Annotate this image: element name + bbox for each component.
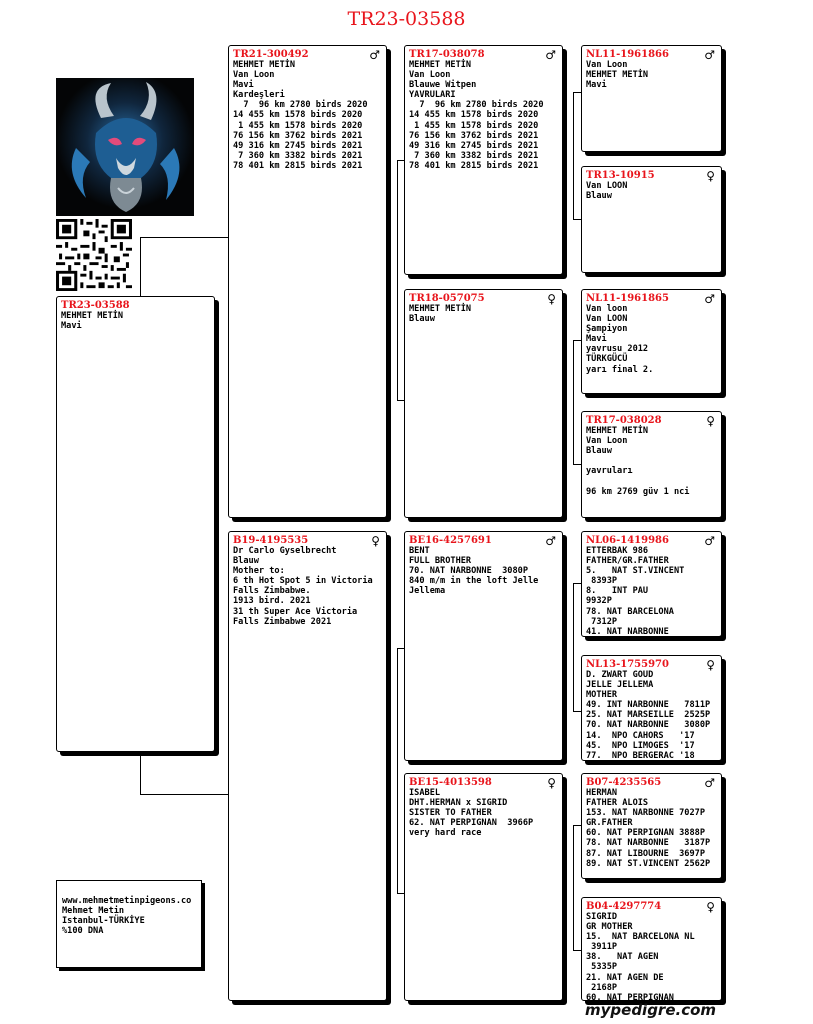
sire-sire-card[interactable]	[404, 45, 563, 275]
connector-line	[573, 950, 581, 951]
ddd-card[interactable]	[581, 897, 722, 1001]
ring-number: BE15-4013598	[409, 777, 492, 788]
dragon-logo-image	[56, 78, 194, 216]
connector-line	[573, 219, 581, 220]
ring-number: TR21-300492	[233, 49, 309, 60]
female-symbol-icon: ♀	[547, 292, 556, 306]
dds-card[interactable]	[581, 773, 722, 879]
dsd-card[interactable]	[581, 655, 722, 761]
sds-card[interactable]	[581, 289, 722, 394]
connector-line	[140, 794, 228, 795]
subject-card[interactable]	[56, 296, 215, 752]
pigeon-details: Van loon Van LOON Şampiyon Mavi yavrusu 2012 TÜRKGÜCÜ yarı final 2.	[586, 304, 654, 375]
sire-dam-card[interactable]	[404, 289, 563, 518]
pigeon-details: MEHMET METİN Van Loon Mavi Kardeşleri 7 96 km 2780 birds 2020 14 455 km 1578 birds 2020 1 455 km 1578 birds 2020 76 156 km 3762 birds 2021 49 316 km 2745 birds 2021 7 360 km 3382 birds 2021 78 401 km 2815 birds 2021	[233, 60, 368, 171]
connector-line	[573, 340, 574, 464]
pigeon-details: Van LOON Blauw	[586, 181, 628, 202]
pigeon-details: MEHMET METİN Mavi	[61, 311, 124, 332]
dss-card[interactable]	[581, 531, 722, 637]
connector-line	[573, 583, 574, 711]
pigeon-details: ETTERBAK 986 FATHER/GR.FATHER 5. NAT ST.VINCENT 8393P 8. INT PAU 9932P 78. NAT BARCELONA 7312P 41. NAT NARBONNE	[586, 546, 685, 637]
ring-number: NL11-1961866	[586, 49, 669, 60]
ring-number: TR17-038028	[586, 415, 662, 426]
qr-code	[56, 219, 132, 291]
connector-line	[573, 92, 581, 93]
dam-sire-card[interactable]	[404, 531, 563, 761]
brand-watermark: mypedigre.com	[585, 1001, 717, 1019]
male-symbol-icon: ♂	[704, 776, 715, 790]
page-title: TR23-03588	[347, 8, 466, 30]
ring-number: NL06-1419986	[586, 535, 669, 546]
connector-line	[140, 752, 141, 794]
connector-line	[140, 237, 141, 296]
pigeon-details: ISABEL DHT.HERMAN x SIGRID SISTER TO FATHER 62. NAT PERPIGNAN 3966P very hard race	[409, 788, 534, 839]
ring-number: NL11-1961865	[586, 293, 669, 304]
female-symbol-icon: ♀	[706, 414, 715, 428]
pigeon-details: MEHMET METİN Van Loon Blauw yavruları 96 km 2769 güv 1 nci	[586, 426, 690, 497]
male-symbol-icon: ♂	[545, 48, 556, 62]
connector-line	[397, 648, 398, 893]
connector-line	[397, 893, 404, 894]
connector-line	[397, 400, 404, 401]
ssd-card[interactable]	[581, 166, 722, 273]
male-symbol-icon: ♂	[704, 292, 715, 306]
connector-line	[573, 464, 581, 465]
male-symbol-icon: ♂	[545, 534, 556, 548]
female-symbol-icon: ♀	[547, 776, 556, 790]
connector-line	[397, 648, 404, 649]
female-symbol-icon: ♀	[706, 169, 715, 183]
pigeon-details: HERMAN FATHER ALOIS 153. NAT NARBONNE 7027P GR.FATHER 60. NAT PERPIGNAN 3888P 78. NAT NARBONNE 3187P 87. NAT LIBOURNE 3697P 89. NAT ST.VINCENT 2562P	[586, 788, 711, 869]
female-symbol-icon: ♀	[371, 534, 380, 548]
connector-line	[573, 825, 581, 826]
pigeon-details: Dr Carlo Gyselbrecht Blauw Mother to: 6 th Hot Spot 5 in Victoria Falls Zimbabwe. 1913 bird. 2021 31 th Super Ace Victoria Falls Zimbabwe 2021	[233, 546, 373, 627]
pigeon-details: BENT FULL BROTHER 70. NAT NARBONNE 3080P 840 m/m in the loft Jelle Jellema	[409, 546, 539, 597]
sire-card[interactable]	[228, 45, 387, 518]
ring-number: TR13-10915	[586, 170, 655, 181]
ring-number: BE16-4257691	[409, 535, 492, 546]
sdd-card[interactable]	[581, 411, 722, 518]
sss-card[interactable]	[581, 45, 722, 152]
ring-number: B19-4195535	[233, 535, 309, 546]
ring-number: B07-4235565	[586, 777, 662, 788]
connector-line	[397, 160, 404, 161]
pigeon-details: MEHMET METİN Van Loon Blauwe Witpen YAVRULARI 7 96 km 2780 birds 2020 14 455 km 1578 birds 2020 1 455 km 1578 birds 2020 76 156 km 3762 birds 2021 49 316 km 2745 birds 2021 7 360 km 3382 birds 2021 78 401 km 2815 birds 2021	[409, 60, 544, 171]
female-symbol-icon: ♀	[706, 900, 715, 914]
ring-number: TR17-038078	[409, 49, 485, 60]
pigeon-details: SIGRID GR MOTHER 15. NAT BARCELONA NL 3911P 38. NAT AGEN 5335P 21. NAT AGEN DE 2168P 60. NAT PERPIGNAN	[586, 912, 695, 1001]
male-symbol-icon: ♂	[704, 534, 715, 548]
pigeon-details: D. ZWART GOUD JELLE JELLEMA MOTHER 49. INT NARBONNE 7811P 25. NAT MARSEILLE 2525P 70. NAT NARBONNE 3080P 14. NPO CAHORS '17 45. NPO LIMOGES '17 77. NPO BERGERAC '18	[586, 670, 711, 761]
female-symbol-icon: ♀	[706, 658, 715, 672]
dam-dam-card[interactable]	[404, 773, 563, 1001]
ring-number: NL13-1755970	[586, 659, 669, 670]
connector-line	[573, 711, 581, 712]
connector-line	[573, 340, 581, 341]
male-symbol-icon: ♂	[369, 48, 380, 62]
male-symbol-icon: ♂	[704, 48, 715, 62]
ring-number: TR23-03588	[61, 300, 130, 311]
contact-info-box	[56, 880, 202, 968]
connector-line	[140, 237, 228, 238]
connector-line	[573, 583, 581, 584]
ring-number: B04-4297774	[586, 901, 662, 912]
pigeon-details: MEHMET METİN Blauw	[409, 304, 472, 325]
dam-card[interactable]	[228, 531, 387, 1001]
connector-line	[573, 92, 574, 219]
connector-line	[573, 825, 574, 950]
pigeon-details: Van Loon MEHMET METİN Mavi	[586, 60, 649, 91]
ring-number: TR18-057075	[409, 293, 485, 304]
connector-line	[397, 160, 398, 400]
contact-details: www.mehmetmetinpigeons.co Mehmet Metin Istanbul-TÜRKİYE %100 DNA	[62, 896, 192, 937]
